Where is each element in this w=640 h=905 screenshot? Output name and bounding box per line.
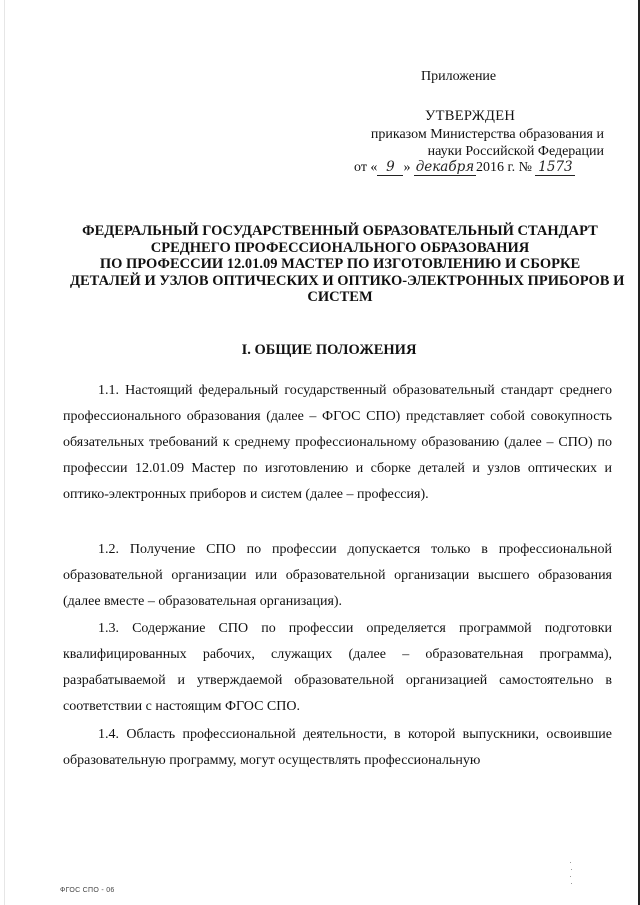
- title-line: СРЕДНЕГО ПРОФЕССИОНАЛЬНОГО ОБРАЗОВАНИЯ: [150, 239, 530, 256]
- footer-code: ФГОС СПО - 06: [60, 887, 115, 894]
- date-prefix: от «: [354, 160, 378, 175]
- order-number-blank: [535, 160, 575, 176]
- title-line: ДЕТАЛЕЙ И УЗЛОВ ОПТИЧЕСКИХ И ОПТИКО-ЭЛЕКТРОННЫХ ПРИБОРОВ И: [70, 272, 625, 289]
- date-day-blank: [377, 160, 403, 176]
- order-date-line: [354, 160, 575, 176]
- paragraph-1-2: [63, 537, 612, 615]
- date-mid: »: [403, 160, 411, 175]
- order-number-handwritten: 1573: [538, 159, 573, 175]
- date-year: 2016 г. №: [475, 160, 532, 175]
- approved-label: УТВЕРЖДЕН: [425, 108, 516, 124]
- paragraph-text: 1.4. Область профессиональной деятельности, в которой выпускники, освоившие образовательную программу, могут осуществлять профессиональную: [63, 727, 612, 768]
- scan-edge-left: [4, 0, 5, 905]
- paragraph-1-1: [63, 378, 612, 508]
- paragraph-1-3: [63, 616, 612, 720]
- appendix-label: Приложение: [421, 69, 497, 84]
- title-line: СИСТЕМ: [307, 289, 373, 305]
- paragraph-text: 1.2. Получение СПО по профессии допускается только в профессиональной образовательной организации или образовательной организации высшего образования (далее вместе – образовательная организация).: [63, 542, 612, 609]
- paragraph-text: 1.3. Содержание СПО по профессии определяется программой подготовки квалифицированных рабочих, служащих (далее – образовательная программа), разрабатываемой и утверждаемой образовательной организацией самостоятельно в соответствии с настоящим ФГОС СПО.: [63, 621, 612, 714]
- scan-dots: [567, 860, 575, 890]
- order-line-1: приказом Министерства образования и: [370, 127, 604, 142]
- section-title: I. ОБЩИЕ ПОЛОЖЕНИЯ: [241, 342, 417, 358]
- date-month-handwritten: декабря: [415, 159, 475, 175]
- title-line: ПО ПРОФЕССИИ 12.01.09 МАСТЕР ПО ИЗГОТОВЛЕНИЮ И СБОРКЕ: [99, 256, 581, 272]
- date-day-handwritten: 9: [386, 159, 395, 175]
- title-line: ФЕДЕРАЛЬНЫЙ ГОСУДАРСТВЕННЫЙ ОБРАЗОВАТЕЛЬНЫЙ СТАНДАРТ: [82, 223, 598, 239]
- date-month-blank: [414, 160, 476, 176]
- order-line-2: науки Российской Федерации: [427, 144, 604, 159]
- paragraph-text: 1.1. Настоящий федеральный государственный образовательный стандарт среднего профессионального образования (далее – ФГОС СПО) представляет собой совокупность обязательных требований к среднему профессиональному образованию (далее – СПО) по профессии 12.01.09 Мастер по изготовлению и сборке деталей и узлов оптических и оптико-электронных приборов и систем (далее – профессия).: [63, 383, 612, 502]
- document-title: [70, 223, 625, 306]
- paragraph-1-4: [63, 722, 612, 774]
